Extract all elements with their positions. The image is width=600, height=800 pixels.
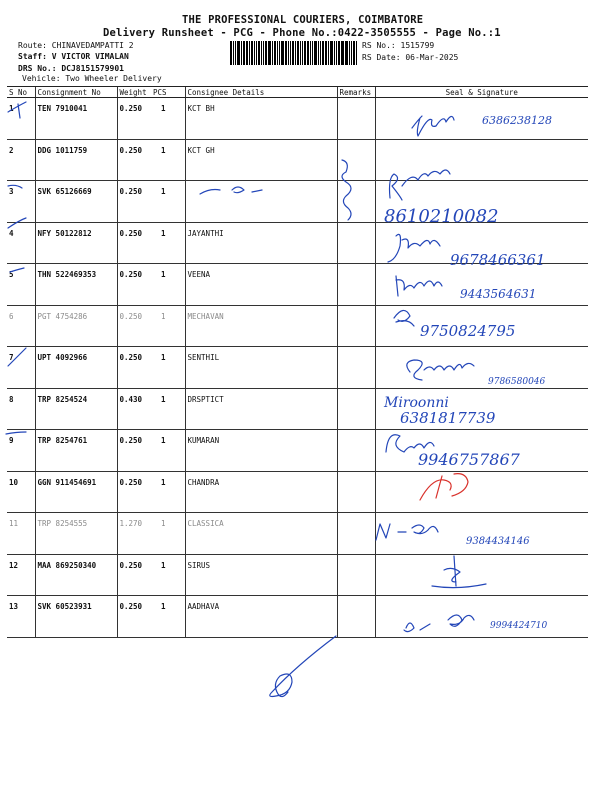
barcode-bar: [249, 41, 250, 65]
rs-number: RS No.: 1515799: [362, 41, 435, 50]
remarks-cell: [337, 347, 375, 389]
table-row: [7, 388, 588, 430]
consignee-value: CHANDRA: [187, 477, 220, 487]
pcs-value: 1: [161, 394, 166, 404]
weight-value: 0.250: [119, 560, 143, 570]
table-row: [7, 596, 588, 638]
signature-cell: [375, 513, 588, 555]
staff-label: Staff: V VICTOR VIMALAN: [18, 52, 129, 61]
consignment-value: GGN 911454691: [37, 477, 97, 487]
phone-note: 9946757867: [418, 450, 520, 469]
barcode-bar: [237, 41, 240, 65]
company-title: THE PROFESSIONAL COURIERS, COIMBATORE: [182, 14, 424, 26]
barcode-bar: [320, 41, 321, 65]
table-row: [7, 554, 588, 596]
signature-cell: [375, 471, 588, 513]
stray-ink-mark: [270, 636, 336, 697]
remarks-cell: [337, 596, 375, 638]
barcode-bar: [300, 41, 301, 65]
barcode-bar: [290, 41, 291, 65]
consignee-cell: [185, 388, 337, 430]
consignee-cell: [185, 596, 337, 638]
table-row: [7, 347, 588, 389]
pcs-cell: [151, 222, 185, 264]
consignee-value: KCT GH: [187, 145, 215, 155]
pcs-cell: [151, 347, 185, 389]
consignee-cell: [185, 554, 337, 596]
remarks-cell: [337, 181, 375, 223]
barcode-bar: [345, 41, 348, 65]
remarks-cell: [337, 139, 375, 181]
pcs-value: 1: [161, 228, 166, 238]
weight-value: 1.270: [119, 519, 143, 528]
consignee-value: CLASSICA: [187, 519, 224, 528]
table-row: [7, 139, 588, 181]
sno-value: 3: [9, 187, 14, 196]
weight-cell: [117, 430, 151, 472]
barcode-bar: [304, 41, 306, 65]
consignment-cell: [35, 554, 117, 596]
consignment-cell: [35, 222, 117, 264]
pcs-value: 1: [161, 270, 166, 279]
barcode-bar: [279, 41, 280, 65]
barcode-bar: [318, 41, 319, 65]
barcode-bar: [256, 41, 257, 65]
pcs-value: 1: [161, 187, 166, 196]
weight-value: 0.250: [119, 602, 143, 611]
pcs-cell: [151, 139, 185, 181]
weight-value: 0.250: [119, 311, 143, 321]
consignment-value: DDG 1011759: [37, 145, 88, 155]
remarks-cell: [337, 305, 375, 347]
signature-cell: [375, 98, 588, 140]
weight-cell: [117, 139, 151, 181]
weight-value: 0.250: [119, 477, 143, 487]
sno-cell: [7, 513, 35, 555]
consignment-value: NFY 50122812: [37, 228, 92, 238]
consignment-value: TEN 7910041: [37, 104, 88, 113]
pcs-cell: [151, 471, 185, 513]
barcode-bar: [330, 41, 333, 65]
remarks-cell: [337, 222, 375, 264]
consignee-value: JAYANTHI: [187, 228, 224, 238]
consignment-cell: [35, 181, 117, 223]
barcode-bar: [325, 41, 327, 65]
barcode-bar: [310, 41, 311, 65]
sno-cell: [7, 430, 35, 472]
consignee-value: SIRUS: [187, 560, 211, 570]
consignment-cell: [35, 305, 117, 347]
barcode-bar: [258, 41, 260, 65]
sno-cell: [7, 554, 35, 596]
col-consignee: Consignee Details: [185, 87, 337, 98]
table-row: [7, 430, 588, 472]
sno-cell: [7, 181, 35, 223]
signature-cell: [375, 264, 588, 306]
consignment-cell: [35, 430, 117, 472]
sno-value: 11: [9, 519, 19, 528]
barcode-bar: [251, 41, 254, 65]
consignment-value: PGT 4754286: [37, 311, 88, 321]
sno-cell: [7, 264, 35, 306]
pcs-cell: [151, 554, 185, 596]
phone-note: 9750824795: [420, 322, 516, 340]
col-remarks: Remarks: [337, 87, 375, 98]
col-weight: Weight: [117, 87, 151, 98]
consignment-cell: [35, 471, 117, 513]
table-row: [7, 264, 588, 306]
barcode-bar: [307, 41, 309, 65]
sno-value: 9: [9, 436, 14, 445]
weight-cell: [117, 388, 151, 430]
barcode-bar: [246, 41, 248, 65]
phone-note: 9443564631: [460, 287, 537, 301]
weight-value: 0.250: [119, 228, 143, 238]
consignee-cell: [185, 181, 337, 223]
consignee-cell: [185, 347, 337, 389]
barcode-bar: [295, 41, 296, 65]
weight-cell: [117, 596, 151, 638]
signature-cell: [375, 554, 588, 596]
table-row: [7, 471, 588, 513]
barcode-bar: [341, 41, 342, 65]
consignee-cell: [185, 305, 337, 347]
consignee-value: SENTHIL: [187, 353, 220, 362]
sno-value: 8: [9, 394, 14, 404]
consignment-value: TRP 8254761: [37, 436, 88, 445]
sno-value: 6: [9, 311, 14, 321]
weight-value: 0.250: [119, 145, 143, 155]
consignment-cell: [35, 139, 117, 181]
sno-cell: [7, 98, 35, 140]
remarks-cell: [337, 513, 375, 555]
weight-cell: [117, 222, 151, 264]
weight-cell: [117, 305, 151, 347]
barcode-bar: [230, 41, 232, 65]
barcode-bar: [312, 41, 313, 65]
col-signature: Seal & Signature: [375, 87, 588, 98]
remarks-cell: [337, 471, 375, 513]
barcode-bar: [338, 41, 340, 65]
consignee-cell: [185, 430, 337, 472]
weight-value: 0.250: [119, 104, 143, 113]
consignment-cell: [35, 513, 117, 555]
phone-note: 6386238128: [482, 114, 552, 127]
sno-value: 2: [9, 145, 14, 155]
signature-cell: [375, 139, 588, 181]
rs-date: RS Date: 06-Mar-2025: [362, 53, 459, 62]
weight-value: 0.250: [119, 353, 143, 362]
sno-value: 4: [9, 228, 14, 238]
table-header-row: [7, 87, 588, 98]
weight-value: 0.430: [119, 394, 143, 404]
pcs-value: 1: [161, 519, 166, 528]
route-label: Route: CHINAVEDAMPATTI 2: [18, 41, 134, 50]
consignee-cell: [185, 513, 337, 555]
pcs-value: 1: [161, 560, 166, 570]
consignment-value: SVK 65126669: [37, 187, 92, 196]
consignment-cell: [35, 264, 117, 306]
sno-value: 10: [9, 477, 19, 487]
weight-cell: [117, 98, 151, 140]
signature-cell: [375, 222, 588, 264]
pcs-value: 1: [161, 311, 166, 321]
signature-cell: [375, 305, 588, 347]
sno-value: 12: [9, 560, 19, 570]
consignee-cell: [185, 471, 337, 513]
phone-note: 9786580046: [488, 377, 546, 387]
pcs-cell: [151, 596, 185, 638]
phone-note: 6381817739: [400, 409, 496, 427]
consignee-cell: [185, 98, 337, 140]
consignee-value: DRSPTICT: [187, 394, 224, 404]
phone-note: 8610210082: [384, 206, 499, 227]
consignment-cell: [35, 347, 117, 389]
barcode-bar: [233, 41, 234, 65]
weight-cell: [117, 347, 151, 389]
weight-value: 0.250: [119, 187, 143, 196]
pcs-cell: [151, 181, 185, 223]
pcs-value: 1: [161, 477, 166, 487]
pcs-cell: [151, 264, 185, 306]
sno-value: 1: [9, 104, 14, 113]
runsheet-table: [7, 86, 588, 638]
table-row: [7, 513, 588, 555]
remarks-cell: [337, 264, 375, 306]
weight-cell: [117, 471, 151, 513]
table-row: [7, 181, 588, 223]
runsheet-subtitle: Delivery Runsheet - PCG - Phone No.:0422-3505555 - Page No.:1: [103, 27, 501, 39]
remarks-cell: [337, 430, 375, 472]
barcode-bar: [263, 41, 264, 65]
table-row: [7, 305, 588, 347]
sno-cell: [7, 222, 35, 264]
pcs-cell: [151, 430, 185, 472]
col-pcs: PCS: [151, 87, 185, 98]
phone-note: 9994424710: [490, 621, 548, 631]
barcode-bar: [342, 41, 344, 65]
weight-value: 0.250: [119, 270, 143, 279]
phone-note: 9678466361: [450, 251, 546, 269]
barcode-image: [230, 41, 358, 65]
sno-value: 5: [9, 270, 14, 279]
consignee-cell: [185, 139, 337, 181]
signature-cell: [375, 347, 588, 389]
sno-cell: [7, 388, 35, 430]
weight-cell: [117, 264, 151, 306]
weight-cell: [117, 513, 151, 555]
sno-value: 7: [9, 353, 14, 362]
consignee-value: KCT BH: [187, 104, 215, 113]
consignee-value: MECHAVAN: [187, 311, 224, 321]
remarks-cell: [337, 388, 375, 430]
consignment-cell: [35, 98, 117, 140]
barcode-bar: [351, 41, 352, 65]
consignment-value: UPT 4092966: [37, 353, 88, 362]
col-sno: S No: [7, 87, 35, 98]
barcode-bar: [336, 41, 337, 65]
barcode-bar: [328, 41, 329, 65]
vehicle-label: Vehicle: Two Wheeler Delivery: [22, 74, 162, 83]
barcode-bar: [265, 41, 267, 65]
pcs-cell: [151, 98, 185, 140]
consignment-value: SVK 60523931: [37, 602, 92, 611]
consignee-value: [188, 181, 335, 187]
consignment-value: THN 522469353: [37, 270, 97, 279]
barcode-bar: [349, 41, 350, 65]
pcs-cell: [151, 513, 185, 555]
barcode-bar: [334, 41, 335, 65]
table-row: [7, 98, 588, 140]
phone-note: 9384434146: [466, 536, 530, 547]
barcode-bar: [353, 41, 355, 65]
consignee-value: AADHAVA: [187, 602, 220, 611]
consignee-cell: [185, 264, 337, 306]
barcode-bar: [302, 41, 303, 65]
barcode-bar: [297, 41, 300, 65]
pcs-cell: [151, 305, 185, 347]
remarks-cell: [337, 554, 375, 596]
sno-cell: [7, 139, 35, 181]
barcode-bar: [356, 41, 357, 65]
barcode-bar: [277, 41, 278, 65]
col-consignment: Consignment No: [35, 87, 117, 98]
consignment-cell: [35, 388, 117, 430]
barcode-bar: [288, 41, 289, 65]
consignee-value: KUMARAN: [187, 436, 220, 445]
barcode-bar: [292, 41, 294, 65]
sno-cell: [7, 347, 35, 389]
signature-cell: [375, 430, 588, 472]
consignment-value: TRP 8254555: [37, 519, 88, 528]
barcode-bar: [235, 41, 236, 65]
sno-cell: [7, 596, 35, 638]
pcs-value: 1: [161, 145, 166, 155]
weight-value: 0.250: [119, 436, 143, 445]
barcode-bar: [254, 41, 255, 65]
weight-cell: [117, 181, 151, 223]
consignment-value: TRP 8254524: [37, 394, 88, 404]
barcode-bar: [268, 41, 271, 65]
barcode-bar: [314, 41, 317, 65]
pcs-value: 1: [161, 602, 166, 611]
sno-cell: [7, 305, 35, 347]
table-row: [7, 222, 588, 264]
signature-cell: [375, 181, 588, 223]
sno-value: 13: [9, 602, 19, 611]
barcode-bar: [274, 41, 276, 65]
sno-cell: [7, 471, 35, 513]
signature-cell: [375, 596, 588, 638]
remarks-cell: [337, 98, 375, 140]
barcode-bar: [261, 41, 262, 65]
signature-cell: [375, 388, 588, 430]
barcode-bar: [322, 41, 324, 65]
pcs-value: 1: [161, 353, 166, 362]
consignee-cell: [185, 222, 337, 264]
weight-cell: [117, 554, 151, 596]
pcs-cell: [151, 388, 185, 430]
barcode-bar: [285, 41, 287, 65]
consignee-value: VEENA: [187, 270, 211, 279]
pcs-value: 1: [161, 104, 166, 113]
drs-number: DRS No.: DCJ8151579901: [18, 64, 124, 73]
barcode-bar: [281, 41, 284, 65]
barcode-bar: [243, 41, 245, 65]
name-note: Miroonni: [384, 395, 449, 411]
barcode-bar: [241, 41, 242, 65]
barcode-bar: [272, 41, 273, 65]
pcs-value: 1: [161, 436, 166, 445]
consignment-value: MAA 869250340: [37, 560, 97, 570]
consignment-cell: [35, 596, 117, 638]
